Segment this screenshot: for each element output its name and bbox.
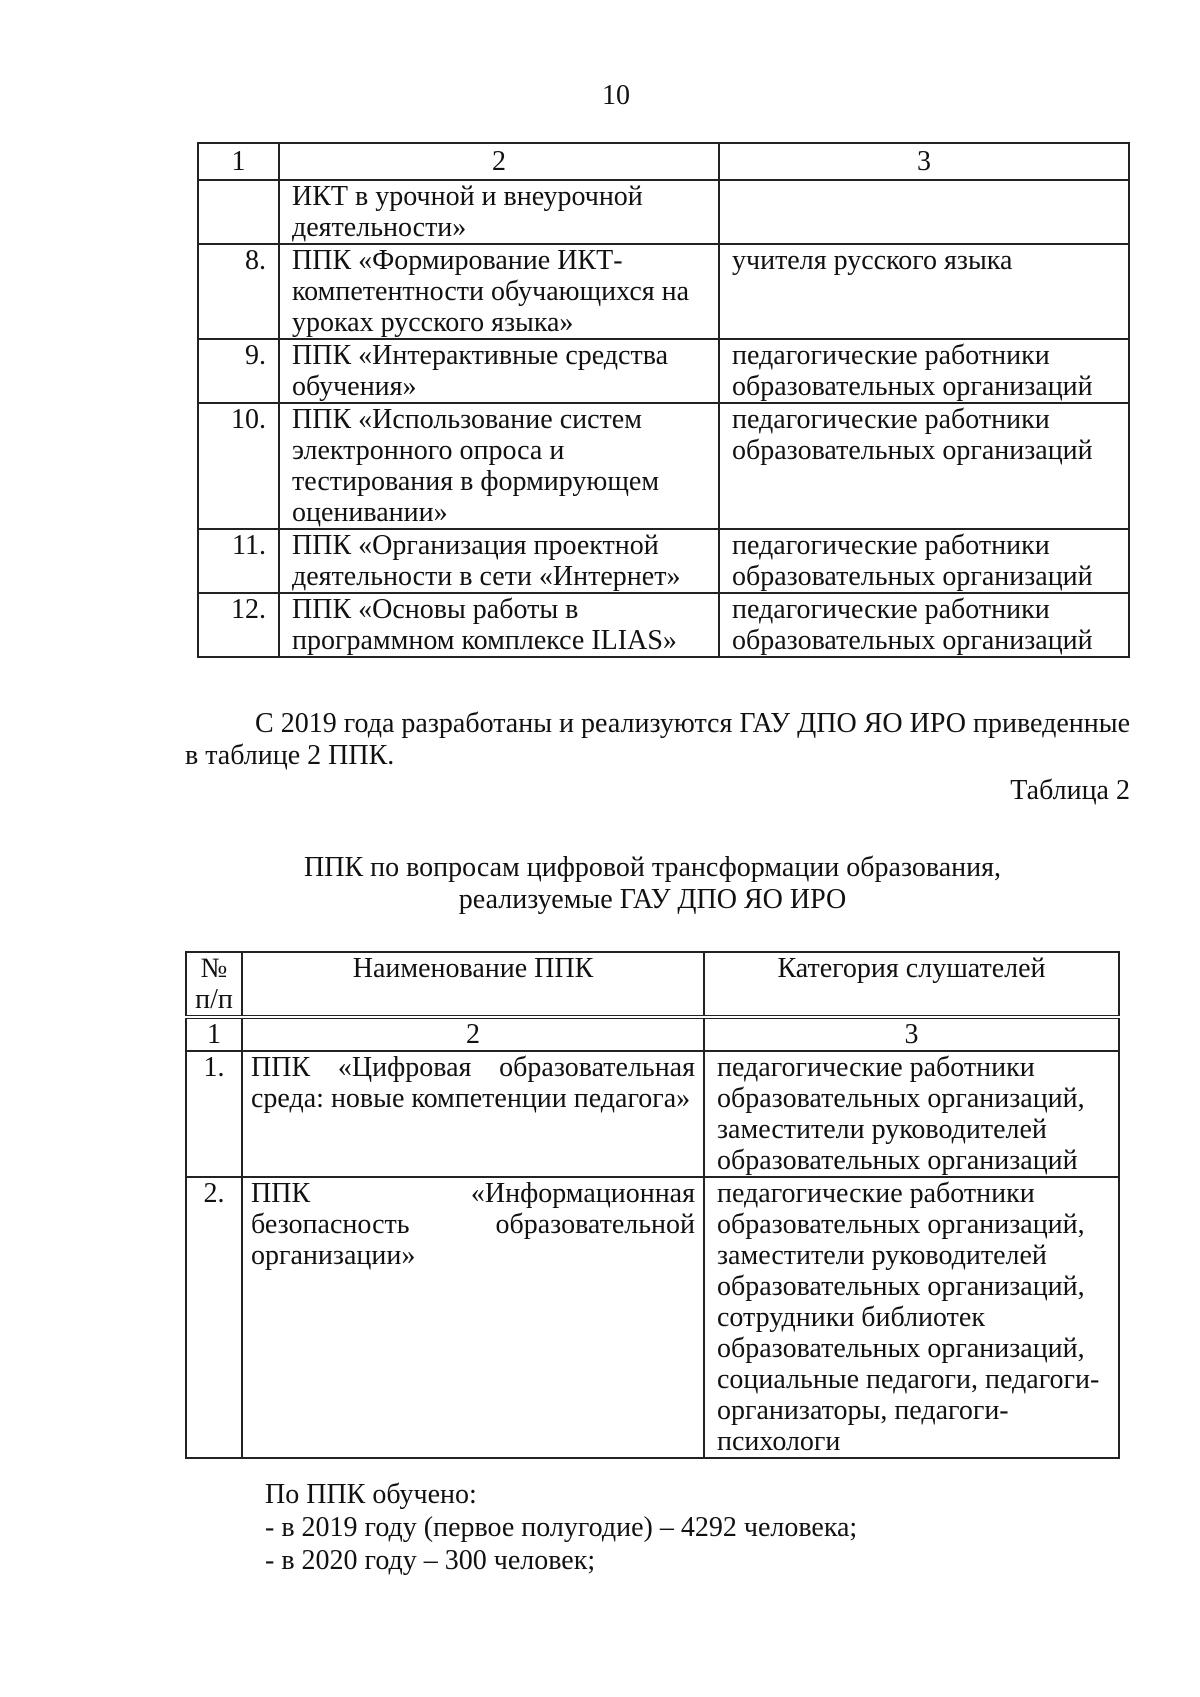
audience-category: педагогические работники образовательных организаций — [719, 593, 1129, 657]
program-name: ППК «Основы работы в программном комплексе ILIAS» — [279, 593, 719, 657]
program-name: ППК «Информационная безопасность образовательной организации» — [242, 1177, 704, 1458]
table-row — [198, 529, 1129, 593]
audience-category: педагогические работники образовательных организаций, заместители руководителей образовательных организаций, сотрудники библиотек образовательных организаций, социальные педагоги, педагоги-организаторы, педагоги-психологи — [704, 1177, 1119, 1458]
program-name: ППК «Организация проектной деятельности в сети «Интернет» — [279, 529, 719, 593]
column-number-3: 3 — [719, 143, 1129, 180]
table-row — [198, 403, 1129, 529]
program-name: ППК «Интерактивные средства обучения» — [279, 339, 719, 403]
header-name: Наименование ППК — [242, 952, 704, 1017]
column-number-3: 3 — [704, 1017, 1119, 1051]
table-header-row — [186, 952, 1119, 1017]
continued-table — [197, 142, 1130, 658]
trained-item: - в 2019 году (первое полугодие) – 4292 человека; — [265, 1512, 858, 1543]
table-row — [198, 593, 1129, 657]
row-number — [198, 180, 279, 244]
row-number: 10. — [198, 403, 279, 529]
trained-intro: По ППК обучено: — [265, 1479, 477, 1510]
table-row — [198, 180, 1129, 244]
body-paragraph: С 2019 года разработаны и реализуются ГАУ ДПО ЯО ИРО приведенные в таблице 2 ППК. — [185, 708, 1130, 771]
trained-item: - в 2020 году – 300 человек; — [265, 1545, 596, 1576]
row-number: 11. — [198, 529, 279, 593]
program-name: ИКТ в урочной и внеурочной деятельности» — [279, 180, 719, 244]
row-number: 2. — [186, 1177, 242, 1458]
row-number: 1. — [186, 1051, 242, 1177]
programs-table — [185, 951, 1120, 1459]
audience-category: педагогические работники образовательных организаций — [719, 403, 1129, 529]
row-number: 8. — [198, 244, 279, 339]
header-number: № п/п — [186, 952, 242, 1017]
header-category: Категория слушателей — [704, 952, 1119, 1017]
table-row — [186, 1177, 1119, 1458]
program-name: ППК «Цифровая образовательная среда: новые компетенции педагога» — [242, 1051, 704, 1177]
page-number: 10 — [602, 80, 630, 111]
column-number-1: 1 — [198, 143, 279, 180]
row-number: 12. — [198, 593, 279, 657]
table-label: Таблица 2 — [1010, 775, 1130, 806]
audience-category: учителя русского языка — [719, 244, 1129, 339]
column-numbers-row — [186, 1017, 1119, 1051]
table-caption — [185, 852, 1120, 916]
caption-line: ППК по вопросам цифровой трансформации образования, — [304, 852, 1001, 883]
column-number-2: 2 — [242, 1017, 704, 1051]
column-number-1: 1 — [186, 1017, 242, 1051]
audience-category — [719, 180, 1129, 244]
row-number: 9. — [198, 339, 279, 403]
audience-category: педагогические работники образовательных организаций — [719, 529, 1129, 593]
program-name: ППК «Использование систем электронного опроса и тестирования в формирующем оценивании» — [279, 403, 719, 529]
table-row — [198, 244, 1129, 339]
table-header-row — [198, 143, 1129, 180]
table-row — [186, 1051, 1119, 1177]
column-number-2: 2 — [279, 143, 719, 180]
trained-summary — [265, 1478, 857, 1577]
program-name: ППК «Формирование ИКТ-компетентности обучающихся на уроках русского языка» — [279, 244, 719, 339]
caption-line: реализуемые ГАУ ДПО ЯО ИРО — [458, 884, 847, 915]
table-row — [198, 339, 1129, 403]
audience-category: педагогические работники образовательных организаций — [719, 339, 1129, 403]
audience-category: педагогические работники образовательных организаций, заместители руководителей образовательных организаций — [704, 1051, 1119, 1177]
